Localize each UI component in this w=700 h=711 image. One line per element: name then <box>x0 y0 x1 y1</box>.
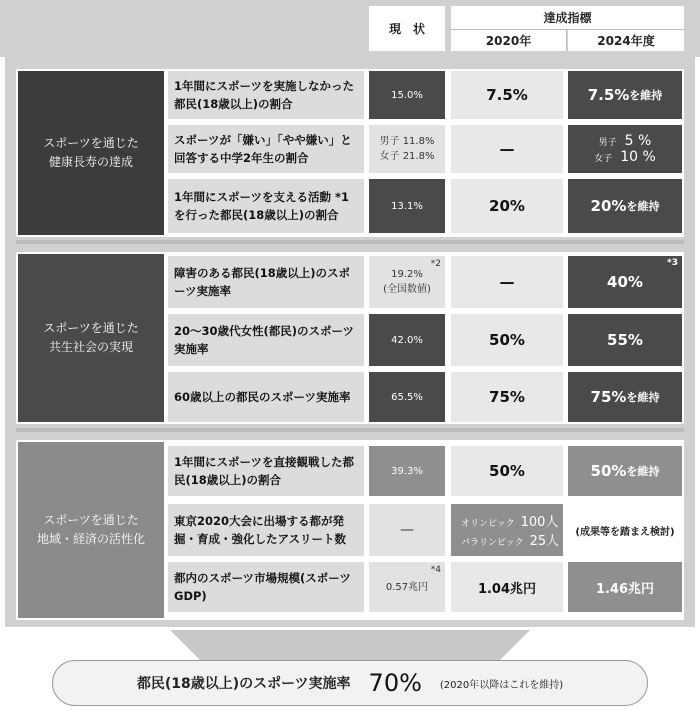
target-value: 20% <box>590 197 627 215</box>
row-target-2024 <box>568 179 682 233</box>
target-suffix: を維持 <box>626 200 660 213</box>
footnote-mark: *3 <box>667 258 678 268</box>
row-target-2024 <box>568 125 682 173</box>
section-separator <box>16 428 684 432</box>
current-value: 42.0% <box>391 334 423 346</box>
row-target-2024 <box>568 372 682 422</box>
row-item: 1年間にスポーツを支える活動 *1 を行った都民(18歳以上)の割合 <box>168 179 364 233</box>
current-value-female: 女子 21.8% <box>379 151 435 162</box>
target-olympic-value: 100人 <box>520 515 559 530</box>
target-male-value: 5 % <box>624 133 652 149</box>
row-item: 障害のある都民(18歳以上)のスポーツ実施率 <box>168 256 364 308</box>
current-value: 39.3% <box>391 465 423 477</box>
summary-note: (2020年以降はこれを維持) <box>439 679 564 691</box>
category-health: スポーツを通じた 健康長寿の達成 <box>18 71 164 235</box>
row-target-2020: 50% <box>451 314 563 366</box>
section-separator <box>16 240 684 244</box>
target-suffix: を維持 <box>626 465 660 478</box>
row-current <box>369 562 445 612</box>
category-inclusion: スポーツを通じた 共生社会の実現 <box>18 254 164 422</box>
row-target-2024 <box>568 562 682 612</box>
row-item: 都内のスポーツ市場規模(スポーツGDP) <box>168 562 364 612</box>
target-value: 40% <box>607 273 643 291</box>
current-note: (全国数値) <box>383 284 431 295</box>
target-value: 75% <box>590 388 627 406</box>
target-value: 50% <box>590 462 627 480</box>
row-item: 東京2020大会に出場する都が発掘・育成・強化したアスリート数 <box>168 504 364 556</box>
row-target-2020: 1.04兆円 <box>451 562 563 612</box>
row-target-2020 <box>451 504 563 556</box>
target-olympic-label: オリンピック <box>461 519 515 529</box>
row-target-2020: 20% <box>451 179 563 233</box>
row-item: 60歳以上の都民のスポーツ実施率 <box>168 372 364 422</box>
current-value-male: 男子 11.8% <box>379 136 435 147</box>
row-current <box>369 179 445 233</box>
current-value: 65.5% <box>391 391 423 403</box>
row-target-2024 <box>568 71 682 119</box>
row-item: スポーツが「嫌い」「やや嫌い」と回答する中学2年生の割合 <box>168 125 364 173</box>
row-current <box>369 314 445 366</box>
row-item: 20〜30歳代女性(都民)のスポーツ実施率 <box>168 314 364 366</box>
header-2020: 2020年 <box>451 30 567 51</box>
summary-pill <box>52 660 648 706</box>
row-target-2024 <box>568 446 682 496</box>
row-item: 1年間にスポーツを実施しなかった都民(18歳以上)の割合 <box>168 71 364 119</box>
current-value: 15.0% <box>391 89 423 101</box>
target-paralympic-value: 25人 <box>529 534 560 549</box>
row-target-2020: 75% <box>451 372 563 422</box>
header-2024: 2024年度 <box>568 30 684 51</box>
header-target-title: 達成指標 <box>451 6 684 29</box>
target-suffix: を維持 <box>629 89 663 102</box>
row-target-2024: (成果等を踏まえ検討) <box>568 504 682 556</box>
target-value: 55% <box>607 331 643 349</box>
target-olympic <box>461 511 563 530</box>
target-paralympic-label: パラリンピック <box>461 538 524 548</box>
target-value: 7.5% <box>587 86 630 104</box>
header-current: 現 状 <box>369 6 445 51</box>
row-item: 1年間にスポーツを直接観戦した都民(18歳以上)の割合 <box>168 446 364 496</box>
target-male <box>568 133 682 149</box>
row-target-2020: 7.5% <box>451 71 563 119</box>
target-female <box>568 149 682 165</box>
target-paralympic <box>461 530 563 549</box>
row-target-2024 <box>568 314 682 366</box>
summary-value: 70% <box>368 669 422 697</box>
target-value: 1.46兆円 <box>595 581 655 597</box>
row-target-2020: 50% <box>451 446 563 496</box>
summary-label: 都民(18歳以上)のスポーツ実施率 <box>136 676 351 692</box>
row-target-2024 <box>568 256 682 308</box>
row-current <box>369 372 445 422</box>
target-male-label: 男子 <box>598 138 617 148</box>
row-current <box>369 125 445 173</box>
target-female-label: 女子 <box>594 154 613 164</box>
current-value: 13.1% <box>391 200 423 212</box>
row-current <box>369 71 445 119</box>
current-value: 0.57兆円 <box>385 581 429 593</box>
current-value: — <box>400 521 414 538</box>
target-suffix: を維持 <box>626 391 660 404</box>
current-value: 19.2% <box>391 269 423 280</box>
footnote-mark: *2 <box>430 259 441 269</box>
category-economy: スポーツを通じた 地域・経済の活性化 <box>18 442 164 618</box>
row-target-2020: — <box>451 125 563 173</box>
row-target-2020: — <box>451 256 563 308</box>
row-current <box>369 446 445 496</box>
footnote-mark: *4 <box>430 565 441 575</box>
down-arrow-icon <box>170 630 530 660</box>
row-current <box>369 504 445 556</box>
row-current <box>369 256 445 308</box>
target-female-value: 10 % <box>620 149 656 165</box>
